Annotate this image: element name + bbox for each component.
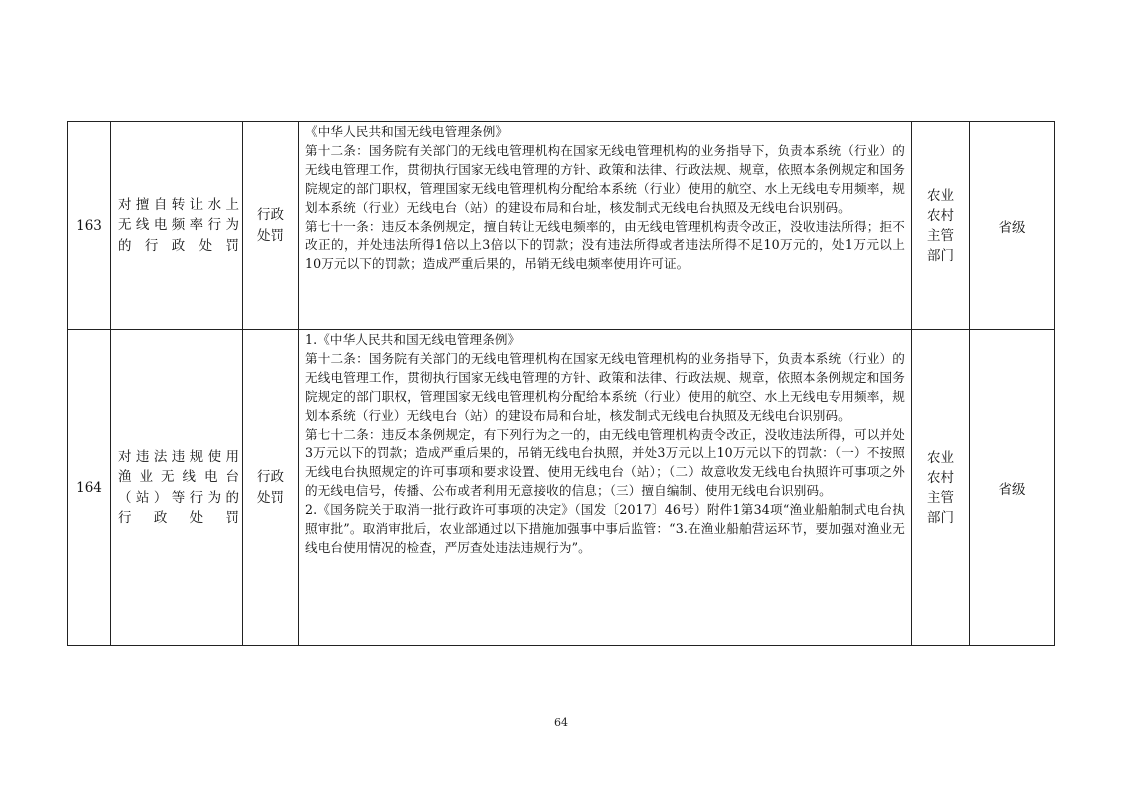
- department-line: 部门: [927, 509, 954, 526]
- basis-paragraph: 第十二条：国务院有关部门的无线电管理机构在国家无线电管理机构的业务指导下，负责本系统（行业）的无线电管理工作，贯彻执行国家无线电管理的方针、政策和法律、行政法规、规章，依照本条例规定和国务院规定的部门职权，管理国家无线电管理机构分配给本系统（行业）使用的航空、水上无线电专用频率，规划本系统（行业）无线电台（站）的建设布局和台址，核发制式无线电台执照及无线电台识别码。: [305, 142, 905, 215]
- basis-paragraph: 2.《国务院关于取消一批行政许可事项的决定》（国发〔2017〕46号）附件1第34项“渔业船舶制式电台执照审批”。取消审批后，农业部通过以下措施加强事中事后监管：“3.在渔业船舶营运环节，要加强对渔业无线电台使用情况的检查，严厉查处违法违规行为”。: [305, 502, 905, 555]
- table-row: [68, 330, 1055, 646]
- item-type-line: 行政: [257, 468, 284, 485]
- table-row: [68, 122, 1055, 330]
- legal-basis: [299, 330, 912, 646]
- item-type: [243, 122, 299, 330]
- item-name-line: 无线电频率行为: [118, 217, 239, 234]
- department-line: 部门: [927, 247, 954, 264]
- exercise-level: 省级: [970, 330, 1055, 646]
- item-number: 163: [68, 122, 111, 330]
- department-line: 主管: [927, 227, 954, 244]
- department-line: 农业: [927, 449, 954, 466]
- basis-paragraph: 第七十二条：违反本条例规定，有下列行为之一的，由无线电管理机构责令改正，没收违法所得，可以并处3万元以下的罚款；造成严重后果的，吊销无线电台执照，并处3万元以上10万元以下的罚款：（一）不按照无线电台执照规定的许可事项和要求设置、使用无线电台（站）；（二）故意收发无线电台执照许可事项之外的无线电信号，传播、公布或者利用无意接收的信息；（三）擅自编制、使用无线电台识别码。: [305, 426, 905, 499]
- basis-paragraph: 1.《中华人民共和国无线电管理条例》: [305, 332, 521, 347]
- item-type-line: 处罚: [257, 489, 284, 506]
- item-type-line: 行政: [257, 206, 284, 223]
- responsible-department: [912, 122, 970, 330]
- legal-basis: [299, 122, 912, 330]
- item-name: [111, 122, 243, 330]
- department-line: 农村: [927, 469, 954, 486]
- exercise-level: 省级: [970, 122, 1055, 330]
- item-name-line: 对违法违规使用: [118, 448, 239, 465]
- page-number: 64: [554, 716, 568, 729]
- responsible-department: [912, 330, 970, 646]
- item-type-line: 处罚: [257, 227, 284, 244]
- item-name-line: 渔业无线电台: [118, 469, 239, 485]
- department-line: 主管: [927, 489, 954, 506]
- item-name-line: 行政处罚: [118, 510, 239, 526]
- item-name-line: （站）等行为的: [118, 489, 239, 506]
- basis-paragraph: 《中华人民共和国无线电管理条例》: [305, 124, 509, 139]
- item-name: [111, 330, 243, 646]
- basis-paragraph: 第十二条：国务院有关部门的无线电管理机构在国家无线电管理机构的业务指导下，负责本系统（行业）的无线电管理工作，贯彻执行国家无线电管理的方针、政策和法律、行政法规、规章，依照本条例规定和国务院规定的部门职权，管理国家无线电管理机构分配给本系统（行业）使用的航空、水上无线电专用频率，规划本系统（行业）无线电台（站）的建设布局和台址，核发制式无线电台执照及无线电台识别码。: [305, 350, 905, 423]
- item-number: 164: [68, 330, 111, 646]
- department-line: 农业: [927, 187, 954, 204]
- item-name-line: 的行政处罚: [118, 237, 239, 254]
- basis-paragraph: 第七十一条：违反本条例规定，擅自转让无线电频率的，由无线电管理机构责令改正，没收违法所得；拒不改正的，并处违法所得1倍以上3倍以下的罚款；没有违法所得或者违法所得不足10万元的，处1万元以上10万元以下的罚款；造成严重后果的，吊销无线电频率使用许可证。: [305, 218, 905, 272]
- department-line: 农村: [927, 207, 954, 224]
- item-type: [243, 330, 299, 646]
- penalty-items-table: [67, 121, 1055, 646]
- item-name-line: 对擅自转让水上: [118, 196, 239, 213]
